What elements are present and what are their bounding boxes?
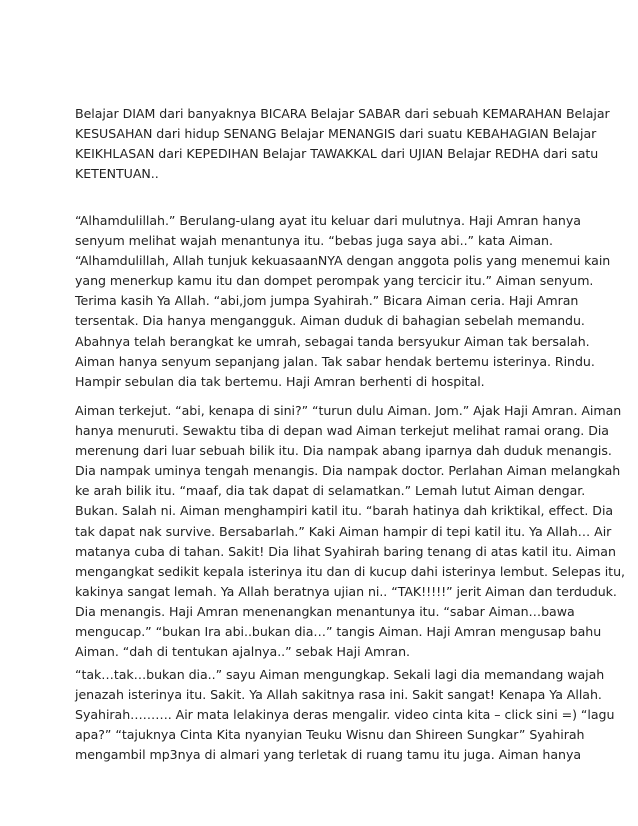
- text-line: hanya menuruti. Sewaktu tiba di depan wad Aiman terkejut melihat ramai orang. Dia: [75, 423, 609, 439]
- text-line: Bukan. Salah ni. Aiman menghampiri katil itu. “barah hatinya dah kriktikal, effect. Dia: [75, 503, 614, 519]
- text-line: senyum melihat wajah menantunya itu. “bebas juga saya abi..” kata Aiman.: [75, 233, 553, 249]
- text-line: “Alhamdulillah, Allah tunjuk kekuasaanNYA dengan anggota polis yang menemui kain: [75, 253, 611, 269]
- text-line: mengambil mp3nya di almari yang terletak di ruang tamu itu juga. Aiman hanya: [75, 747, 582, 763]
- text-line: Dia nampak uminya tengah menangis. Dia nampak doctor. Perlahan Aiman melangkah: [75, 463, 621, 479]
- text-line: Syahirah………. Air mata lelakinya deras mengalir. video cinta kita – click sini =) “lagu: [75, 707, 615, 723]
- text-line: tersentak. Dia hanya mengangguk. Aiman duduk di bahagian sebelah memandu.: [75, 313, 585, 329]
- text-line: Aiman hanya senyum sepanjang jalan. Tak sabar hendak bertemu isterinya. Rindu.: [75, 353, 595, 369]
- text-line: Dia menangis. Haji Amran menenangkan menantunya itu. “sabar Aiman…bawa: [75, 603, 575, 619]
- paragraph-hospital: [75, 401, 625, 662]
- text-line: merenung dari luar sebuah bilik itu. Dia nampak abang iparnya dah duduk menangis.: [75, 443, 612, 459]
- text-line: Belajar DIAM dari banyaknya BICARA Belajar SABAR dari sebuah KEMARAHAN Belajar: [75, 106, 610, 121]
- text-line: “Alhamdulillah.” Berulang-ulang ayat itu keluar dari mulutnya. Haji Amran hanya: [75, 213, 581, 228]
- text-line: apa?” “tajuknya Cinta Kita nyanyian Teuku Wisnu dan Shireen Sungkar” Syahirah: [75, 727, 585, 743]
- text-line: mengangkat sedikit kepala isterinya itu dan di kucup dahi isterinya lembut. Selepas itu,: [75, 563, 625, 579]
- text-line: ke arah bilik itu. “maaf, dia tak dapat di selamatkan.” Lemah lutut Aiman dengar.: [75, 483, 586, 499]
- text-line: KEIKHLASAN dari KEPEDIHAN Belajar TAWAKKAL dari UJIAN Belajar REDHA dari satu: [75, 146, 599, 162]
- text-line: KESUSAHAN dari hidup SENANG Belajar MENANGIS dari suatu KEBAHAGIAN Belajar: [75, 126, 597, 142]
- text-line: yang menerkup kamu itu dan dompet perompak yang tercicir itu.” Aiman senyum.: [75, 273, 594, 289]
- text-line: Terima kasih Ya Allah. “abi,jom jumpa Syahirah.” Bicara Aiman ceria. Haji Amran: [75, 293, 579, 309]
- text-line: KETENTUAN..: [75, 166, 159, 182]
- text-line: Aiman. “dah di tentukan ajalnya..” sebak Haji Amran.: [75, 644, 410, 660]
- text-line: Aiman terkejut. “abi, kenapa di sini?” “turun dulu Aiman. Jom.” Ajak Haji Amran. Aiman: [75, 403, 622, 418]
- text-line: jenazah isterinya itu. Sakit. Ya Allah sakitnya rasa ini. Sakit sangat! Kenapa Ya Allah.: [75, 687, 602, 703]
- paragraph-alhamdulillah: [75, 211, 611, 392]
- text-line: Hampir sebulan dia tak bertemu. Haji Amran berhenti di hospital.: [75, 373, 485, 389]
- text-line: mengucap.” “bukan Ira abi..bukan dia…” tangis Aiman. Haji Amran mengusap bahu: [75, 624, 602, 640]
- paragraph-quote: [75, 104, 610, 184]
- text-line: “tak…tak…bukan dia..” sayu Aiman mengungkap. Sekali lagi dia memandang wajah: [75, 667, 605, 682]
- text-line: kakinya sangat lemah. Ya Allah beratnya ujian ni.. “TAK!!!!!” jerit Aiman dan terduduk.: [75, 583, 617, 599]
- text-line: matanya cuba di tahan. Sakit! Dia lihat Syahirah baring tenang di atas katil itu. Aiman: [75, 543, 616, 559]
- text-line: tak dapat nak survive. Bersabarlah.” Kaki Aiman hampir di tepi katil itu. Ya Allah… Air: [75, 523, 612, 539]
- text-line: Abahnya telah berangkat ke umrah, sebagai tanda bersyukur Aiman tak bersalah.: [75, 333, 590, 349]
- paragraph-farewell: [75, 665, 615, 765]
